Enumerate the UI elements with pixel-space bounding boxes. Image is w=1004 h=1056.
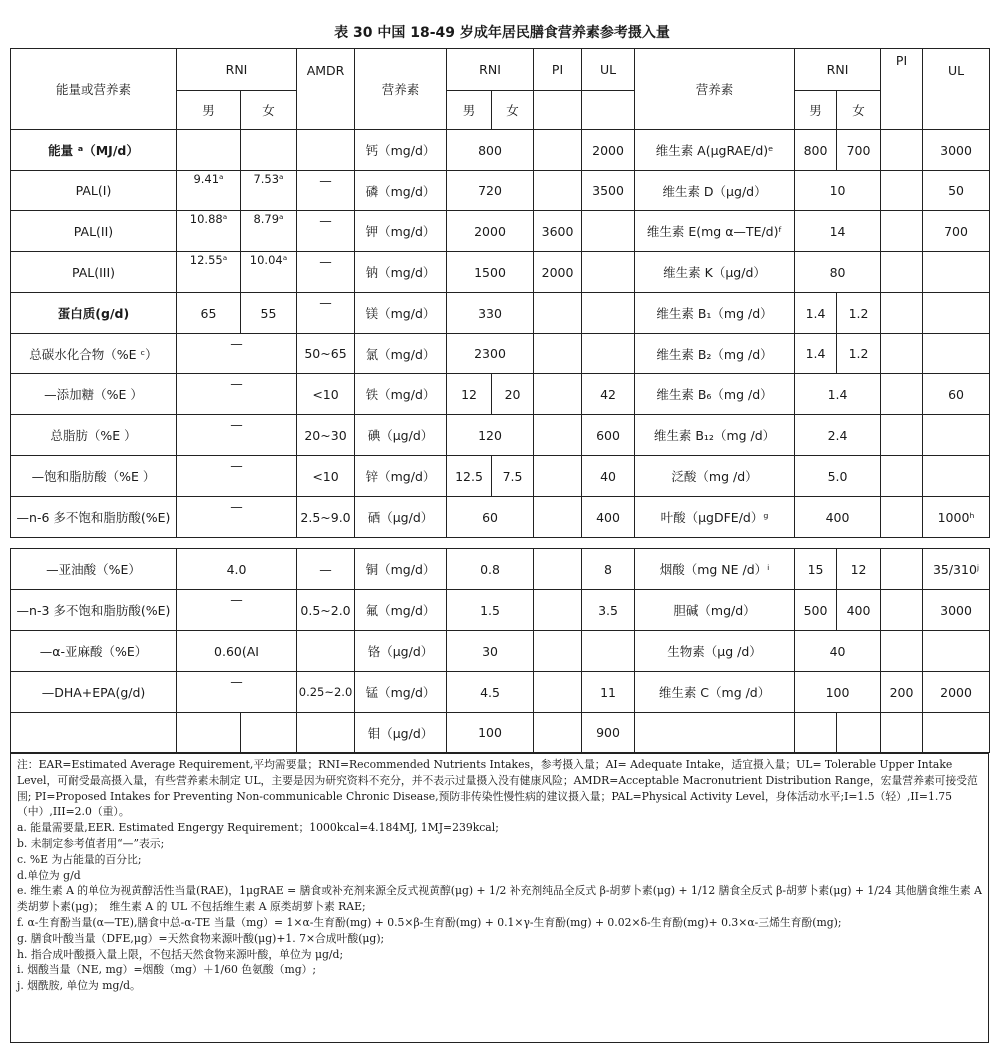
vitamin-label: 维生素 D（μg/d） — [635, 171, 795, 211]
row-label: PAL(III) — [11, 252, 177, 293]
cell — [297, 130, 355, 171]
cell: 20~30 — [297, 415, 355, 456]
cell: 60 — [923, 374, 990, 415]
table-row — [11, 672, 990, 713]
cell — [881, 549, 923, 590]
header-energy-nutrient: 能量或营养素 — [11, 49, 177, 130]
cell — [241, 130, 297, 171]
cell: 50~65 — [297, 334, 355, 374]
vitamin-label: 叶酸（μgDFE/d）ᵍ — [635, 497, 795, 538]
row-label: —添加糖（%E ） — [11, 374, 177, 415]
header-pi: PI — [534, 49, 582, 91]
cell: 700 — [837, 130, 881, 171]
table-row — [11, 334, 990, 374]
header-female: 女 — [492, 91, 534, 130]
cell: 900 — [582, 713, 635, 753]
cell: 2000 — [923, 672, 990, 713]
cell: 15 — [795, 549, 837, 590]
cell — [534, 456, 582, 497]
cell: 7.5 — [492, 456, 534, 497]
vitamin-label: 生物素（μg /d） — [635, 631, 795, 672]
cell — [881, 171, 923, 211]
cell: 400 — [837, 590, 881, 631]
cell — [881, 590, 923, 631]
cell: 40 — [582, 456, 635, 497]
header-male: 男 — [447, 91, 492, 130]
footnote-j: j. 烟酰胺, 单位为 mg/d。 — [17, 979, 141, 993]
cell: 200 — [881, 672, 923, 713]
cell: — — [297, 549, 355, 590]
cell — [923, 334, 990, 374]
footnote-b: b. 未制定参考值者用“—”表示; — [17, 836, 165, 850]
cell: 500 — [795, 590, 837, 631]
cell: 2.4 — [795, 415, 881, 456]
mineral-label: 铜（mg/d） — [355, 549, 447, 590]
cell — [923, 713, 990, 753]
vitamin-label: 维生素 C（mg /d） — [635, 672, 795, 713]
cell: 400 — [582, 497, 635, 538]
header-rni: RNI — [447, 49, 534, 91]
cell — [881, 374, 923, 415]
cell: 800 — [795, 130, 837, 171]
footnote-h: h. 指合成叶酸摄入量上限，不包括天然食物来源叶酸，单位为 μg/d; — [17, 947, 344, 961]
footnote-f: f. α-生育酚当量(α—TE),膳食中总-α-TE 当量（mg）= 1×α-生育酚(mg) + 0.5×β-生育酚(mg) + 0.1×γ-生育酚(mg) + 0.02×δ-生育酚(mg)+ 0.3×α-三烯生育酚(mg); — [17, 915, 842, 929]
cell: 4.5 — [447, 672, 534, 713]
vitamin-label: 维生素 B₁（mg /d） — [635, 293, 795, 334]
table-title: 表 30 中国 18-49 岁成年居民膳食营养素参考摄入量 — [334, 25, 670, 41]
cell — [534, 497, 582, 538]
cell — [534, 415, 582, 456]
cell: 2.5~9.0 — [297, 497, 355, 538]
cell: 9.41ᵃ — [177, 171, 241, 211]
cell: 100 — [795, 672, 881, 713]
vitamin-label: 维生素 B₂（mg /d） — [635, 334, 795, 374]
row-label: PAL(I) — [11, 171, 177, 211]
mineral-label: 硒（μg/d） — [355, 497, 447, 538]
cell — [881, 456, 923, 497]
cell: 10.88ᵃ — [177, 211, 241, 252]
header-male: 男 — [795, 91, 837, 130]
row-label: 蛋白质(g/d) — [11, 293, 177, 334]
cell: 120 — [447, 415, 534, 456]
cell: 600 — [582, 415, 635, 456]
cell: 55 — [241, 293, 297, 334]
row-label: 总脂肪（%E ） — [11, 415, 177, 456]
cell — [881, 631, 923, 672]
footnote-a: a. 能量需要量,EER. Estimated Engergy Requirement；1000kcal=4.184MJ, 1MJ=239kcal; — [17, 821, 499, 835]
vitamin-label: 泛酸（mg /d） — [635, 456, 795, 497]
cell — [534, 713, 582, 753]
cell: 2000 — [582, 130, 635, 171]
cell: 3000 — [923, 130, 990, 171]
cell — [534, 130, 582, 171]
mineral-label: 碘（μg/d） — [355, 415, 447, 456]
footnote-c: c. %E 为占能量的百分比; — [17, 852, 142, 866]
cell — [534, 631, 582, 672]
cell: — — [177, 334, 297, 374]
header-rni: RNI — [795, 49, 881, 91]
header-nutrient: 营养素 — [635, 49, 795, 130]
cell: 0.5~2.0 — [297, 590, 355, 631]
nutrient-table-upper — [10, 48, 990, 538]
cell — [923, 252, 990, 293]
table-row — [11, 549, 990, 590]
cell — [923, 415, 990, 456]
vitamin-label: 维生素 K（μg/d） — [635, 252, 795, 293]
cell: 3600 — [534, 211, 582, 252]
vitamin-label: 胆碱（mg/d） — [635, 590, 795, 631]
cell: 1.4 — [795, 293, 837, 334]
cell: 1000ʰ — [923, 497, 990, 538]
vitamin-label: 维生素 A(μgRAE/d)ᵉ — [635, 130, 795, 171]
cell — [881, 252, 923, 293]
header-ul: UL — [923, 49, 990, 130]
cell: 8.79ᵃ — [241, 211, 297, 252]
cell: 3000 — [923, 590, 990, 631]
row-label: 总碳水化合物（%E ᶜ） — [11, 334, 177, 374]
cell: 10 — [795, 171, 881, 211]
cell: 330 — [447, 293, 534, 334]
cell — [297, 631, 355, 672]
table-row — [11, 171, 990, 211]
cell: 3500 — [582, 171, 635, 211]
cell: — — [177, 497, 297, 538]
cell: — — [297, 211, 355, 252]
cell: 400 — [795, 497, 881, 538]
cell: — — [297, 293, 355, 334]
cell: 5.0 — [795, 456, 881, 497]
table-row — [11, 130, 990, 171]
cell: — — [177, 672, 297, 713]
cell — [534, 374, 582, 415]
cell — [881, 130, 923, 171]
cell: 3.5 — [582, 590, 635, 631]
cell — [635, 713, 795, 753]
cell: 12 — [837, 549, 881, 590]
header-pi-blank — [534, 91, 582, 130]
cell — [582, 293, 635, 334]
cell: — — [297, 171, 355, 211]
cell: 1.4 — [795, 334, 837, 374]
cell — [795, 713, 837, 753]
cell: — — [177, 374, 297, 415]
row-label: —DHA+EPA(g/d) — [11, 672, 177, 713]
cell: 1.2 — [837, 334, 881, 374]
cell — [241, 713, 297, 753]
cell — [837, 713, 881, 753]
mineral-label: 氯（mg/d） — [355, 334, 447, 374]
cell — [582, 334, 635, 374]
cell: 1.4 — [795, 374, 881, 415]
cell: 50 — [923, 171, 990, 211]
header-male: 男 — [177, 91, 241, 130]
cell: <10 — [297, 456, 355, 497]
row-label: —饱和脂肪酸（%E ） — [11, 456, 177, 497]
cell: 42 — [582, 374, 635, 415]
cell: 2000 — [534, 252, 582, 293]
cell: 2000 — [447, 211, 534, 252]
cell: 4.0 — [177, 549, 297, 590]
cell: 1.2 — [837, 293, 881, 334]
table-row — [11, 415, 990, 456]
header-rni: RNI — [177, 49, 297, 91]
mineral-label: 钙（mg/d） — [355, 130, 447, 171]
header-ul-blank — [582, 91, 635, 130]
cell: 12.55ᵃ — [177, 252, 241, 293]
vitamin-label: 维生素 B₁₂（mg /d） — [635, 415, 795, 456]
cell: — — [297, 252, 355, 293]
footnote-d: d.单位为 g/d — [17, 868, 81, 882]
mineral-label: 氟（mg/d） — [355, 590, 447, 631]
mineral-label: 铬（μg/d） — [355, 631, 447, 672]
footnote-g: g. 膳食叶酸当量（DFE,μg）=天然食物来源叶酸(μg)+1. 7×合成叶酸(μg); — [17, 931, 385, 945]
cell: 30 — [447, 631, 534, 672]
header-amdr: AMDR — [297, 49, 355, 130]
cell: 80 — [795, 252, 881, 293]
cell: 7.53ᵃ — [241, 171, 297, 211]
cell: 0.60(AI — [177, 631, 297, 672]
cell: 1500 — [447, 252, 534, 293]
header-ul: UL — [582, 49, 635, 91]
mineral-label: 铁（mg/d） — [355, 374, 447, 415]
header-pi: PI — [881, 49, 923, 130]
vitamin-label: 烟酸（mg NE /d）ⁱ — [635, 549, 795, 590]
row-label: PAL(II) — [11, 211, 177, 252]
row-label: —n-3 多不饱和脂肪酸(%E) — [11, 590, 177, 631]
cell — [881, 211, 923, 252]
cell — [923, 456, 990, 497]
cell — [881, 293, 923, 334]
cell — [923, 631, 990, 672]
footnote-e: e. 维生素 A 的单位为视黄醇活性当量(RAE)，1μgRAE = 膳食或补充剂来源全反式视黄醇(μg) + 1/2 补充剂纯品全反式 β-胡萝卜素(μg) + 1/12 膳食全反式 β-胡萝卜素(μg) + 1/24 其他膳食维生素 A 类胡萝卜素(μg)； 维生素 A 的 UL 不包括维生素 A 原类胡萝卜素 RAE; — [17, 884, 982, 914]
cell: 65 — [177, 293, 241, 334]
cell — [534, 672, 582, 713]
table-row — [11, 252, 990, 293]
cell: 8 — [582, 549, 635, 590]
cell: 60 — [447, 497, 534, 538]
table-row — [11, 497, 990, 538]
header-female: 女 — [837, 91, 881, 130]
vitamin-label: 维生素 E(mg α—TE/d)ᶠ — [635, 211, 795, 252]
cell: — — [177, 415, 297, 456]
cell: 2300 — [447, 334, 534, 374]
cell — [881, 497, 923, 538]
cell — [534, 293, 582, 334]
footnotes — [10, 753, 989, 1043]
mineral-label: 磷（mg/d） — [355, 171, 447, 211]
cell: 14 — [795, 211, 881, 252]
mineral-label: 镁（mg/d） — [355, 293, 447, 334]
mineral-label: 钾（mg/d） — [355, 211, 447, 252]
row-label: —α-亚麻酸（%E） — [11, 631, 177, 672]
cell — [582, 631, 635, 672]
mineral-label: 钠（mg/d） — [355, 252, 447, 293]
table-row — [11, 713, 990, 753]
footnote-i: i. 烟酸当量（NE, mg）=烟酸（mg）＋1/60 色氨酸（mg）; — [17, 963, 317, 977]
cell: — — [177, 590, 297, 631]
row-label: —n-6 多不饱和脂肪酸(%E) — [11, 497, 177, 538]
cell: 800 — [447, 130, 534, 171]
table-row — [11, 590, 990, 631]
table-row — [11, 374, 990, 415]
row-label: —亚油酸（%E） — [11, 549, 177, 590]
cell: 11 — [582, 672, 635, 713]
cell — [534, 590, 582, 631]
row-label: 能量 ᵃ（MJ/d） — [11, 130, 177, 171]
cell: 0.25~2.0 — [297, 672, 355, 713]
header-female: 女 — [241, 91, 297, 130]
cell: 20 — [492, 374, 534, 415]
cell — [923, 293, 990, 334]
vitamin-label: 维生素 B₆（mg /d） — [635, 374, 795, 415]
cell — [881, 415, 923, 456]
cell — [11, 713, 177, 753]
cell — [582, 211, 635, 252]
cell: 10.04ᵃ — [241, 252, 297, 293]
cell: 720 — [447, 171, 534, 211]
mineral-label: 锰（mg/d） — [355, 672, 447, 713]
cell — [534, 171, 582, 211]
cell: 12 — [447, 374, 492, 415]
cell — [881, 334, 923, 374]
cell: — — [177, 456, 297, 497]
mineral-label: 钼（μg/d） — [355, 713, 447, 753]
footnote-intro: 注：EAR=Estimated Average Requirement,平均需要量；RNI=Recommended Nutrients Intakes，参考摄入量；AI= Adequate Intake，适宜摄入量；UL= Tolerable Upper Intake Level，可耐受最高摄入量，有些营养素未制定 UL，主要是因为研究资料不充分，并不表示过量摄入没有健康风险；AMDR=Acceptable Macronutrient Distribution Range，宏量营养素可接受范围; PI=Proposed Intakes for Preventing Non-communicable Chronic Disease,预防非传染性慢性病的建议摄入量；PAL=Physical Activity Level，身体活动水平;I=1.5（轻）,II=1.75（中）,III=2.0（重）。 — [17, 758, 978, 819]
cell — [582, 252, 635, 293]
cell: 100 — [447, 713, 534, 753]
cell: 12.5 — [447, 456, 492, 497]
cell: 0.8 — [447, 549, 534, 590]
cell — [534, 334, 582, 374]
cell — [534, 549, 582, 590]
table-row — [11, 211, 990, 252]
cell: <10 — [297, 374, 355, 415]
table-row — [11, 456, 990, 497]
nutrient-table-lower — [10, 548, 990, 753]
cell: 1.5 — [447, 590, 534, 631]
cell: 40 — [795, 631, 881, 672]
cell — [881, 713, 923, 753]
cell — [297, 713, 355, 753]
mineral-label: 锌（mg/d） — [355, 456, 447, 497]
table-row — [11, 631, 990, 672]
table-row — [11, 293, 990, 334]
cell: 35/310ʲ — [923, 549, 990, 590]
header-nutrient: 营养素 — [355, 49, 447, 130]
cell — [177, 130, 241, 171]
cell — [177, 713, 241, 753]
cell: 700 — [923, 211, 990, 252]
